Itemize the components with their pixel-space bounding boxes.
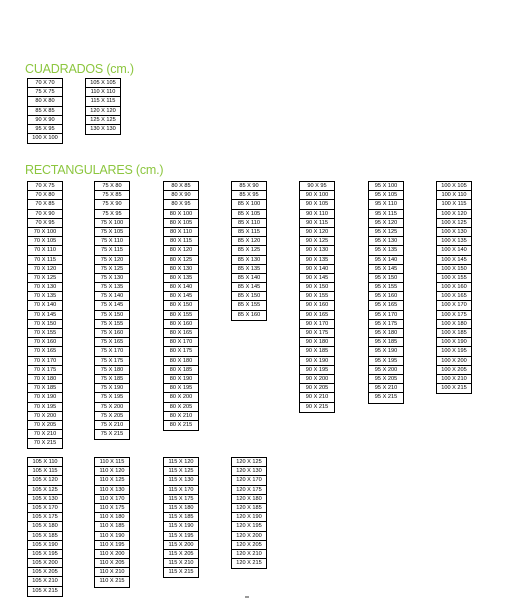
size-cell: 105 X 120 bbox=[28, 476, 62, 485]
rectangulares-column bbox=[436, 181, 472, 394]
size-cell: 120 X 180 bbox=[232, 495, 266, 504]
size-cell: 100 X 145 bbox=[437, 256, 471, 265]
rectangulares-column bbox=[27, 181, 63, 449]
size-cell: 115 X 190 bbox=[164, 522, 198, 531]
size-cell: 95 X 175 bbox=[369, 320, 403, 329]
size-cell: 70 X 130 bbox=[28, 283, 62, 292]
size-cell: 105 X 115 bbox=[28, 467, 62, 476]
size-cell: 115 X 195 bbox=[164, 532, 198, 541]
size-cell: 80 X 210 bbox=[164, 412, 198, 421]
size-cell: 95 X 120 bbox=[369, 219, 403, 228]
size-cell: 100 X 105 bbox=[437, 182, 471, 191]
size-cell: 90 X 120 bbox=[300, 228, 334, 237]
size-cell: 95 X 145 bbox=[369, 265, 403, 274]
size-cell: 85 X 150 bbox=[232, 292, 266, 301]
size-cell: 75 X 210 bbox=[95, 421, 129, 430]
rectangulares-column bbox=[368, 181, 404, 404]
size-cell: 75 X 170 bbox=[95, 347, 129, 356]
size-cell: 85 X 135 bbox=[232, 265, 266, 274]
size-cell: 75 X 205 bbox=[95, 412, 129, 421]
size-cell: 105 X 190 bbox=[28, 541, 62, 550]
size-cell: 75 X 215 bbox=[100, 431, 124, 438]
size-cell: 110 X 190 bbox=[95, 532, 129, 541]
size-cell: 95 X 180 bbox=[369, 329, 403, 338]
cuadrados-column bbox=[27, 78, 63, 144]
size-cell: 85 X 100 bbox=[232, 200, 266, 209]
size-cell: 100 X 215 bbox=[441, 385, 467, 392]
size-cell: 70 X 195 bbox=[28, 403, 62, 412]
size-cell: 90 X 135 bbox=[300, 256, 334, 265]
size-cell: 70 X 155 bbox=[28, 329, 62, 338]
size-cell: 75 X 160 bbox=[95, 329, 129, 338]
size-cell: 125 X 125 bbox=[86, 116, 120, 125]
size-cell: 75 X 100 bbox=[95, 219, 129, 228]
size-cell: 100 X 120 bbox=[437, 210, 471, 219]
size-cell: 80 X 105 bbox=[164, 219, 198, 228]
size-cell: 75 X 105 bbox=[95, 228, 129, 237]
size-cell: 95 X 185 bbox=[369, 338, 403, 347]
size-cell: 105 X 125 bbox=[28, 486, 62, 495]
size-cell: 80 X 155 bbox=[164, 311, 198, 320]
size-cell: 70 X 205 bbox=[28, 421, 62, 430]
size-cell: 100 X 170 bbox=[437, 301, 471, 310]
size-cell: 100 X 175 bbox=[437, 311, 471, 320]
size-cell: 95 X 190 bbox=[369, 347, 403, 356]
size-cell: 100 X 165 bbox=[437, 292, 471, 301]
size-cell: 110 X 195 bbox=[95, 541, 129, 550]
size-cell: 95 X 130 bbox=[369, 237, 403, 246]
size-cell: 110 X 110 bbox=[86, 88, 120, 97]
size-cell: 90 X 90 bbox=[28, 116, 62, 125]
size-cell: 70 X 100 bbox=[28, 228, 62, 237]
size-cell: 80 X 145 bbox=[164, 292, 198, 301]
size-cell: 75 X 75 bbox=[28, 88, 62, 97]
size-cell: 80 X 175 bbox=[164, 347, 198, 356]
rectangulares-column bbox=[94, 181, 130, 440]
size-cell: 75 X 185 bbox=[95, 375, 129, 384]
size-cell: 90 X 125 bbox=[300, 237, 334, 246]
size-cell: 110 X 170 bbox=[95, 495, 129, 504]
size-cell: 75 X 85 bbox=[95, 191, 129, 200]
rectangulares-column bbox=[27, 457, 63, 597]
size-cell: 70 X 190 bbox=[28, 393, 62, 402]
size-cell: 105 X 195 bbox=[28, 550, 62, 559]
size-cell: 85 X 140 bbox=[232, 274, 266, 283]
size-cell: 90 X 160 bbox=[300, 301, 334, 310]
rectangulares-column bbox=[163, 457, 199, 578]
size-cell: 90 X 185 bbox=[300, 347, 334, 356]
size-cell: 70 X 150 bbox=[28, 320, 62, 329]
size-cell: 70 X 80 bbox=[28, 191, 62, 200]
size-cell: 70 X 200 bbox=[28, 412, 62, 421]
size-cell: 80 X 100 bbox=[164, 210, 198, 219]
size-cell: 90 X 95 bbox=[300, 182, 334, 191]
size-cell: 70 X 175 bbox=[28, 366, 62, 375]
size-cell: 80 X 195 bbox=[164, 384, 198, 393]
size-cell: 80 X 85 bbox=[164, 182, 198, 191]
size-cell: 120 X 170 bbox=[232, 476, 266, 485]
size-cell: 120 X 200 bbox=[232, 532, 266, 541]
size-cell: 70 X 90 bbox=[28, 210, 62, 219]
size-cell: 110 X 185 bbox=[95, 522, 129, 531]
size-cell: 85 X 85 bbox=[28, 107, 62, 116]
size-cell: 80 X 130 bbox=[164, 265, 198, 274]
size-cell: 105 X 180 bbox=[28, 522, 62, 531]
size-cell: 130 X 130 bbox=[90, 125, 116, 132]
size-cell: 75 X 200 bbox=[95, 403, 129, 412]
size-cell: 80 X 125 bbox=[164, 256, 198, 265]
size-cell: 110 X 130 bbox=[95, 486, 129, 495]
size-cell: 75 X 95 bbox=[95, 210, 129, 219]
size-cell: 100 X 110 bbox=[437, 191, 471, 200]
size-cell: 100 X 150 bbox=[437, 265, 471, 274]
size-cell: 95 X 105 bbox=[369, 191, 403, 200]
size-cell: 70 X 160 bbox=[28, 338, 62, 347]
size-cell: 105 X 105 bbox=[86, 79, 120, 88]
size-cell: 105 X 200 bbox=[28, 559, 62, 568]
size-cell: 75 X 190 bbox=[95, 384, 129, 393]
size-cell: 80 X 115 bbox=[164, 237, 198, 246]
size-cell: 95 X 160 bbox=[369, 292, 403, 301]
size-cell: 100 X 210 bbox=[437, 375, 471, 384]
size-cell: 120 X 185 bbox=[232, 504, 266, 513]
size-cell: 75 X 110 bbox=[95, 237, 129, 246]
size-cell: 70 X 145 bbox=[28, 311, 62, 320]
size-cell: 110 X 120 bbox=[95, 467, 129, 476]
size-cell: 95 X 205 bbox=[369, 375, 403, 384]
size-cell: 70 X 115 bbox=[28, 256, 62, 265]
size-cell: 70 X 185 bbox=[28, 384, 62, 393]
size-cell: 70 X 110 bbox=[28, 246, 62, 255]
size-cell: 70 X 95 bbox=[28, 219, 62, 228]
size-cell: 110 X 115 bbox=[95, 458, 129, 467]
size-cell: 100 X 205 bbox=[437, 366, 471, 375]
size-cell: 100 X 140 bbox=[437, 246, 471, 255]
size-cell: 75 X 165 bbox=[95, 338, 129, 347]
size-cell: 120 X 175 bbox=[232, 486, 266, 495]
size-cell: 70 X 135 bbox=[28, 292, 62, 301]
size-cell: 90 X 170 bbox=[300, 320, 334, 329]
size-cell: 85 X 105 bbox=[232, 210, 266, 219]
size-cell: 120 X 210 bbox=[232, 550, 266, 559]
size-cell: 75 X 140 bbox=[95, 292, 129, 301]
size-cell: 90 X 100 bbox=[300, 191, 334, 200]
size-cell: 80 X 160 bbox=[164, 320, 198, 329]
size-cell: 80 X 95 bbox=[164, 200, 198, 209]
size-cell: 80 X 200 bbox=[164, 393, 198, 402]
size-cell: 85 X 90 bbox=[232, 182, 266, 191]
size-cell: 95 X 135 bbox=[369, 246, 403, 255]
size-cell: 85 X 155 bbox=[232, 301, 266, 310]
size-cell: 100 X 190 bbox=[437, 338, 471, 347]
size-cell: 105 X 170 bbox=[28, 504, 62, 513]
size-cell: 85 X 145 bbox=[232, 283, 266, 292]
size-cell: 95 X 140 bbox=[369, 256, 403, 265]
size-cell: 70 X 140 bbox=[28, 301, 62, 310]
size-cell: 80 X 165 bbox=[164, 329, 198, 338]
size-cell: 120 X 125 bbox=[232, 458, 266, 467]
size-cell: 120 X 195 bbox=[232, 522, 266, 531]
cuadrados-column bbox=[85, 78, 121, 135]
size-cell: 95 X 170 bbox=[369, 311, 403, 320]
size-cell: 80 X 205 bbox=[164, 403, 198, 412]
size-cell: 80 X 135 bbox=[164, 274, 198, 283]
size-cell: 115 X 115 bbox=[86, 97, 120, 106]
size-cell: 90 X 115 bbox=[300, 219, 334, 228]
size-cell: 75 X 180 bbox=[95, 366, 129, 375]
size-cell: 95 X 165 bbox=[369, 301, 403, 310]
size-cell: 120 X 120 bbox=[86, 107, 120, 116]
size-cell: 80 X 190 bbox=[164, 375, 198, 384]
size-cell: 95 X 150 bbox=[369, 274, 403, 283]
size-cell: 80 X 215 bbox=[169, 421, 193, 428]
size-cell: 115 X 185 bbox=[164, 513, 198, 522]
size-cell: 75 X 125 bbox=[95, 265, 129, 274]
size-cell: 95 X 125 bbox=[369, 228, 403, 237]
size-cell: 70 X 125 bbox=[28, 274, 62, 283]
size-cell: 80 X 90 bbox=[164, 191, 198, 200]
size-cell: 90 X 155 bbox=[300, 292, 334, 301]
size-cell: 85 X 115 bbox=[232, 228, 266, 237]
size-cell: 70 X 120 bbox=[28, 265, 62, 274]
size-cell: 115 X 205 bbox=[164, 550, 198, 559]
size-cell: 85 X 120 bbox=[232, 237, 266, 246]
size-cell: 110 X 175 bbox=[95, 504, 129, 513]
size-cell: 70 X 170 bbox=[28, 357, 62, 366]
size-cell: 105 X 130 bbox=[28, 495, 62, 504]
size-cell: 70 X 85 bbox=[28, 200, 62, 209]
size-cell: 85 X 95 bbox=[232, 191, 266, 200]
size-cell: 70 X 210 bbox=[28, 430, 62, 439]
size-cell: 100 X 180 bbox=[437, 320, 471, 329]
size-cell: 80 X 150 bbox=[164, 301, 198, 310]
size-cell: 115 X 175 bbox=[164, 495, 198, 504]
rectangulares-column bbox=[231, 457, 267, 569]
size-cell: 95 X 115 bbox=[369, 210, 403, 219]
size-cell: 90 X 180 bbox=[300, 338, 334, 347]
size-cell: 120 X 205 bbox=[232, 541, 266, 550]
size-cell: 80 X 80 bbox=[28, 97, 62, 106]
size-cell: 90 X 105 bbox=[300, 200, 334, 209]
size-cell: 90 X 215 bbox=[305, 403, 329, 410]
rectangulares-column bbox=[299, 181, 335, 413]
size-cell: 100 X 125 bbox=[437, 219, 471, 228]
size-cell: 115 X 130 bbox=[164, 476, 198, 485]
size-cell: 105 X 215 bbox=[32, 587, 58, 594]
size-cell: 85 X 125 bbox=[232, 246, 266, 255]
size-cell: 100 X 135 bbox=[437, 237, 471, 246]
size-cell: 80 X 170 bbox=[164, 338, 198, 347]
size-cell: 85 X 130 bbox=[232, 256, 266, 265]
size-cell: 105 X 205 bbox=[28, 568, 62, 577]
size-cell: 105 X 110 bbox=[28, 458, 62, 467]
size-cell: 90 X 210 bbox=[300, 393, 334, 402]
size-cell: 110 X 125 bbox=[95, 476, 129, 485]
rectangulares-column bbox=[94, 457, 130, 588]
size-cell: 90 X 175 bbox=[300, 329, 334, 338]
page-mark bbox=[245, 596, 249, 598]
size-cell: 95 X 155 bbox=[369, 283, 403, 292]
size-cell: 100 X 185 bbox=[437, 329, 471, 338]
size-cell: 70 X 165 bbox=[28, 347, 62, 356]
size-cell: 70 X 105 bbox=[28, 237, 62, 246]
size-cell: 90 X 130 bbox=[300, 246, 334, 255]
size-cell: 85 X 110 bbox=[232, 219, 266, 228]
size-cell: 110 X 210 bbox=[95, 568, 129, 577]
size-cell: 115 X 215 bbox=[168, 569, 194, 576]
size-cell: 95 X 100 bbox=[369, 182, 403, 191]
size-cell: 100 X 200 bbox=[437, 357, 471, 366]
size-cell: 100 X 100 bbox=[32, 135, 58, 142]
size-cell: 80 X 180 bbox=[164, 357, 198, 366]
size-cell: 80 X 140 bbox=[164, 283, 198, 292]
size-cell: 75 X 150 bbox=[95, 311, 129, 320]
size-cell: 120 X 190 bbox=[232, 513, 266, 522]
size-cell: 100 X 195 bbox=[437, 347, 471, 356]
size-cell: 80 X 110 bbox=[164, 228, 198, 237]
size-cell: 90 X 140 bbox=[300, 265, 334, 274]
size-cell: 75 X 80 bbox=[95, 182, 129, 191]
size-cell: 70 X 180 bbox=[28, 375, 62, 384]
size-cell: 90 X 110 bbox=[300, 210, 334, 219]
size-cell: 75 X 90 bbox=[95, 200, 129, 209]
size-cell: 75 X 175 bbox=[95, 357, 129, 366]
size-cell: 115 X 200 bbox=[164, 541, 198, 550]
rectangulares-column bbox=[231, 181, 267, 321]
size-cell: 70 X 75 bbox=[28, 182, 62, 191]
size-cell: 100 X 115 bbox=[437, 200, 471, 209]
size-cell: 100 X 130 bbox=[437, 228, 471, 237]
size-cell: 110 X 205 bbox=[95, 559, 129, 568]
size-cell: 110 X 200 bbox=[95, 550, 129, 559]
rectangulares-heading: RECTANGULARES (cm.) bbox=[25, 163, 164, 177]
size-cell: 120 X 215 bbox=[236, 560, 262, 567]
size-cell: 90 X 190 bbox=[300, 357, 334, 366]
size-cell: 95 X 200 bbox=[369, 366, 403, 375]
size-cell: 115 X 120 bbox=[164, 458, 198, 467]
size-cell: 90 X 165 bbox=[300, 311, 334, 320]
size-cell: 85 X 160 bbox=[237, 311, 261, 318]
size-cell: 115 X 125 bbox=[164, 467, 198, 476]
cuadrados-heading: CUADRADOS (cm.) bbox=[25, 62, 134, 76]
size-cell: 95 X 110 bbox=[369, 200, 403, 209]
size-cell: 115 X 170 bbox=[164, 486, 198, 495]
size-cell: 95 X 95 bbox=[28, 125, 62, 134]
size-cell: 120 X 130 bbox=[232, 467, 266, 476]
size-cell: 90 X 145 bbox=[300, 274, 334, 283]
size-cell: 105 X 175 bbox=[28, 513, 62, 522]
rectangulares-column bbox=[163, 181, 199, 431]
size-cell: 100 X 160 bbox=[437, 283, 471, 292]
size-cell: 90 X 150 bbox=[300, 283, 334, 292]
size-cell: 90 X 200 bbox=[300, 375, 334, 384]
size-cell: 75 X 120 bbox=[95, 256, 129, 265]
size-cell: 105 X 185 bbox=[28, 532, 62, 541]
size-cell: 110 X 180 bbox=[95, 513, 129, 522]
size-cell: 90 X 195 bbox=[300, 366, 334, 375]
size-cell: 70 X 70 bbox=[28, 79, 62, 88]
size-cell: 110 X 215 bbox=[99, 578, 125, 585]
size-cell: 75 X 155 bbox=[95, 320, 129, 329]
size-cell: 80 X 185 bbox=[164, 366, 198, 375]
size-cell: 75 X 145 bbox=[95, 301, 129, 310]
size-cell: 115 X 210 bbox=[164, 559, 198, 568]
size-cell: 75 X 130 bbox=[95, 274, 129, 283]
size-cell: 95 X 195 bbox=[369, 357, 403, 366]
size-cell: 75 X 115 bbox=[95, 246, 129, 255]
size-cell: 100 X 155 bbox=[437, 274, 471, 283]
size-cell: 80 X 120 bbox=[164, 246, 198, 255]
size-cell: 95 X 210 bbox=[369, 384, 403, 393]
size-cell: 90 X 205 bbox=[300, 384, 334, 393]
size-cell: 95 X 215 bbox=[374, 394, 398, 401]
size-cell: 75 X 135 bbox=[95, 283, 129, 292]
size-cell: 75 X 195 bbox=[95, 393, 129, 402]
size-cell: 105 X 210 bbox=[28, 577, 62, 586]
size-cell: 115 X 180 bbox=[164, 504, 198, 513]
size-cell: 70 X 215 bbox=[33, 440, 57, 447]
